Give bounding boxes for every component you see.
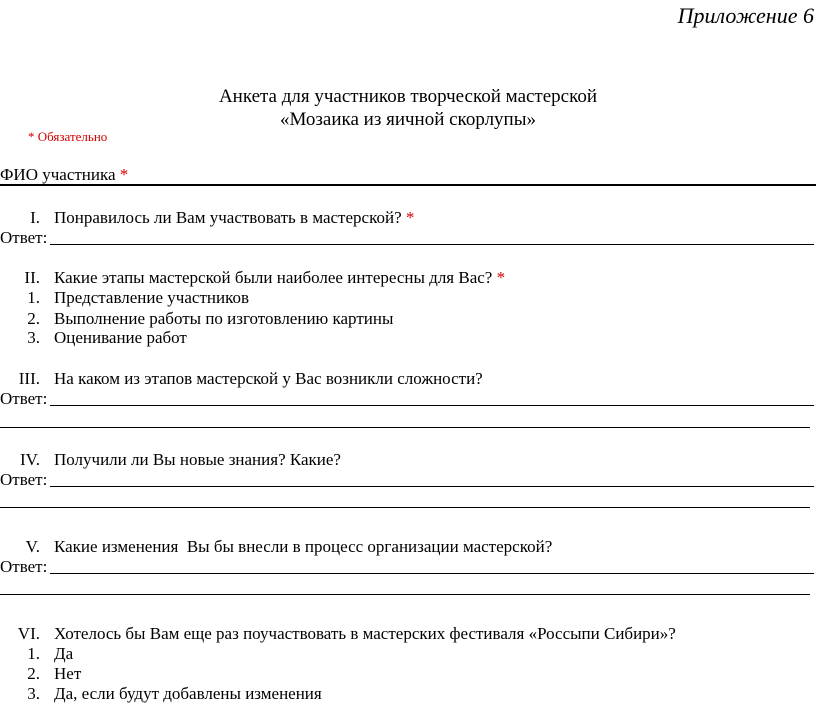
- question-6-text: Хотелось бы Вам еще раз поучаствовать в мастерских фестиваля «Россыпи Сибири»?: [54, 624, 676, 643]
- answer-4-line-1[interactable]: [50, 486, 814, 487]
- option-number: 1.: [27, 644, 40, 663]
- option-text[interactable]: Представление участников: [54, 288, 249, 307]
- option-number: 1.: [27, 288, 40, 307]
- survey-title-line1: Анкета для участников творческой мастерской: [218, 86, 598, 107]
- question-6-number: VI.: [17, 624, 40, 643]
- question-1-number: I.: [30, 208, 40, 227]
- fio-label: [0, 165, 128, 185]
- answer-label: Ответ:: [0, 228, 48, 247]
- survey-title-line2: «Мозаика из яичной скорлупы»: [280, 109, 536, 130]
- answer-1-line[interactable]: [50, 244, 814, 245]
- answer-4-line-2[interactable]: [0, 507, 810, 508]
- required-mark: *: [119, 165, 129, 184]
- question-3-text: На каком из этапов мастерской у Вас возникли сложности?: [54, 369, 483, 388]
- question-1-label: Понравилось ли Вам участвовать в мастерской?: [54, 208, 402, 227]
- question-5-text: Какие изменения Вы бы внесли в процесс организации мастерской?: [54, 537, 553, 556]
- option-text[interactable]: Оценивание работ: [54, 328, 187, 347]
- question-2-label: Какие этапы мастерской были наиболее интересны для Вас?: [54, 268, 493, 287]
- answer-label: Ответ:: [0, 389, 48, 408]
- option-number: 2.: [27, 664, 40, 683]
- question-4-number: IV.: [20, 450, 40, 469]
- appendix-label: Приложение 6: [677, 3, 814, 28]
- question-5-number: V.: [25, 537, 40, 556]
- required-mark: *: [496, 268, 506, 287]
- question-3-number: III.: [18, 369, 40, 388]
- fio-label-text: ФИО участника: [0, 165, 116, 184]
- answer-3-line-1[interactable]: [50, 405, 814, 406]
- question-1-text: [54, 208, 414, 228]
- answer-label: Ответ:: [0, 557, 48, 576]
- required-mark: *: [405, 208, 415, 227]
- option-text[interactable]: Выполнение работы по изготовлению картины: [54, 309, 394, 328]
- option-text[interactable]: Да, если будут добавлены изменения: [54, 684, 322, 703]
- option-text[interactable]: Нет: [54, 664, 82, 683]
- option-number: 2.: [27, 309, 40, 328]
- option-number: 3.: [27, 684, 40, 703]
- question-2-text: [54, 268, 505, 288]
- option-number: 3.: [27, 328, 40, 347]
- question-4-text: Получили ли Вы новые знания? Какие?: [54, 450, 341, 469]
- answer-5-line-1[interactable]: [50, 573, 814, 574]
- answer-3-line-2[interactable]: [0, 427, 810, 428]
- option-text[interactable]: Да: [54, 644, 74, 663]
- fio-input-line[interactable]: [0, 184, 816, 186]
- answer-label: Ответ:: [0, 470, 48, 489]
- question-2-number: II.: [24, 268, 40, 287]
- answer-5-line-2[interactable]: [0, 594, 810, 595]
- required-note: * Обязательно: [28, 129, 108, 144]
